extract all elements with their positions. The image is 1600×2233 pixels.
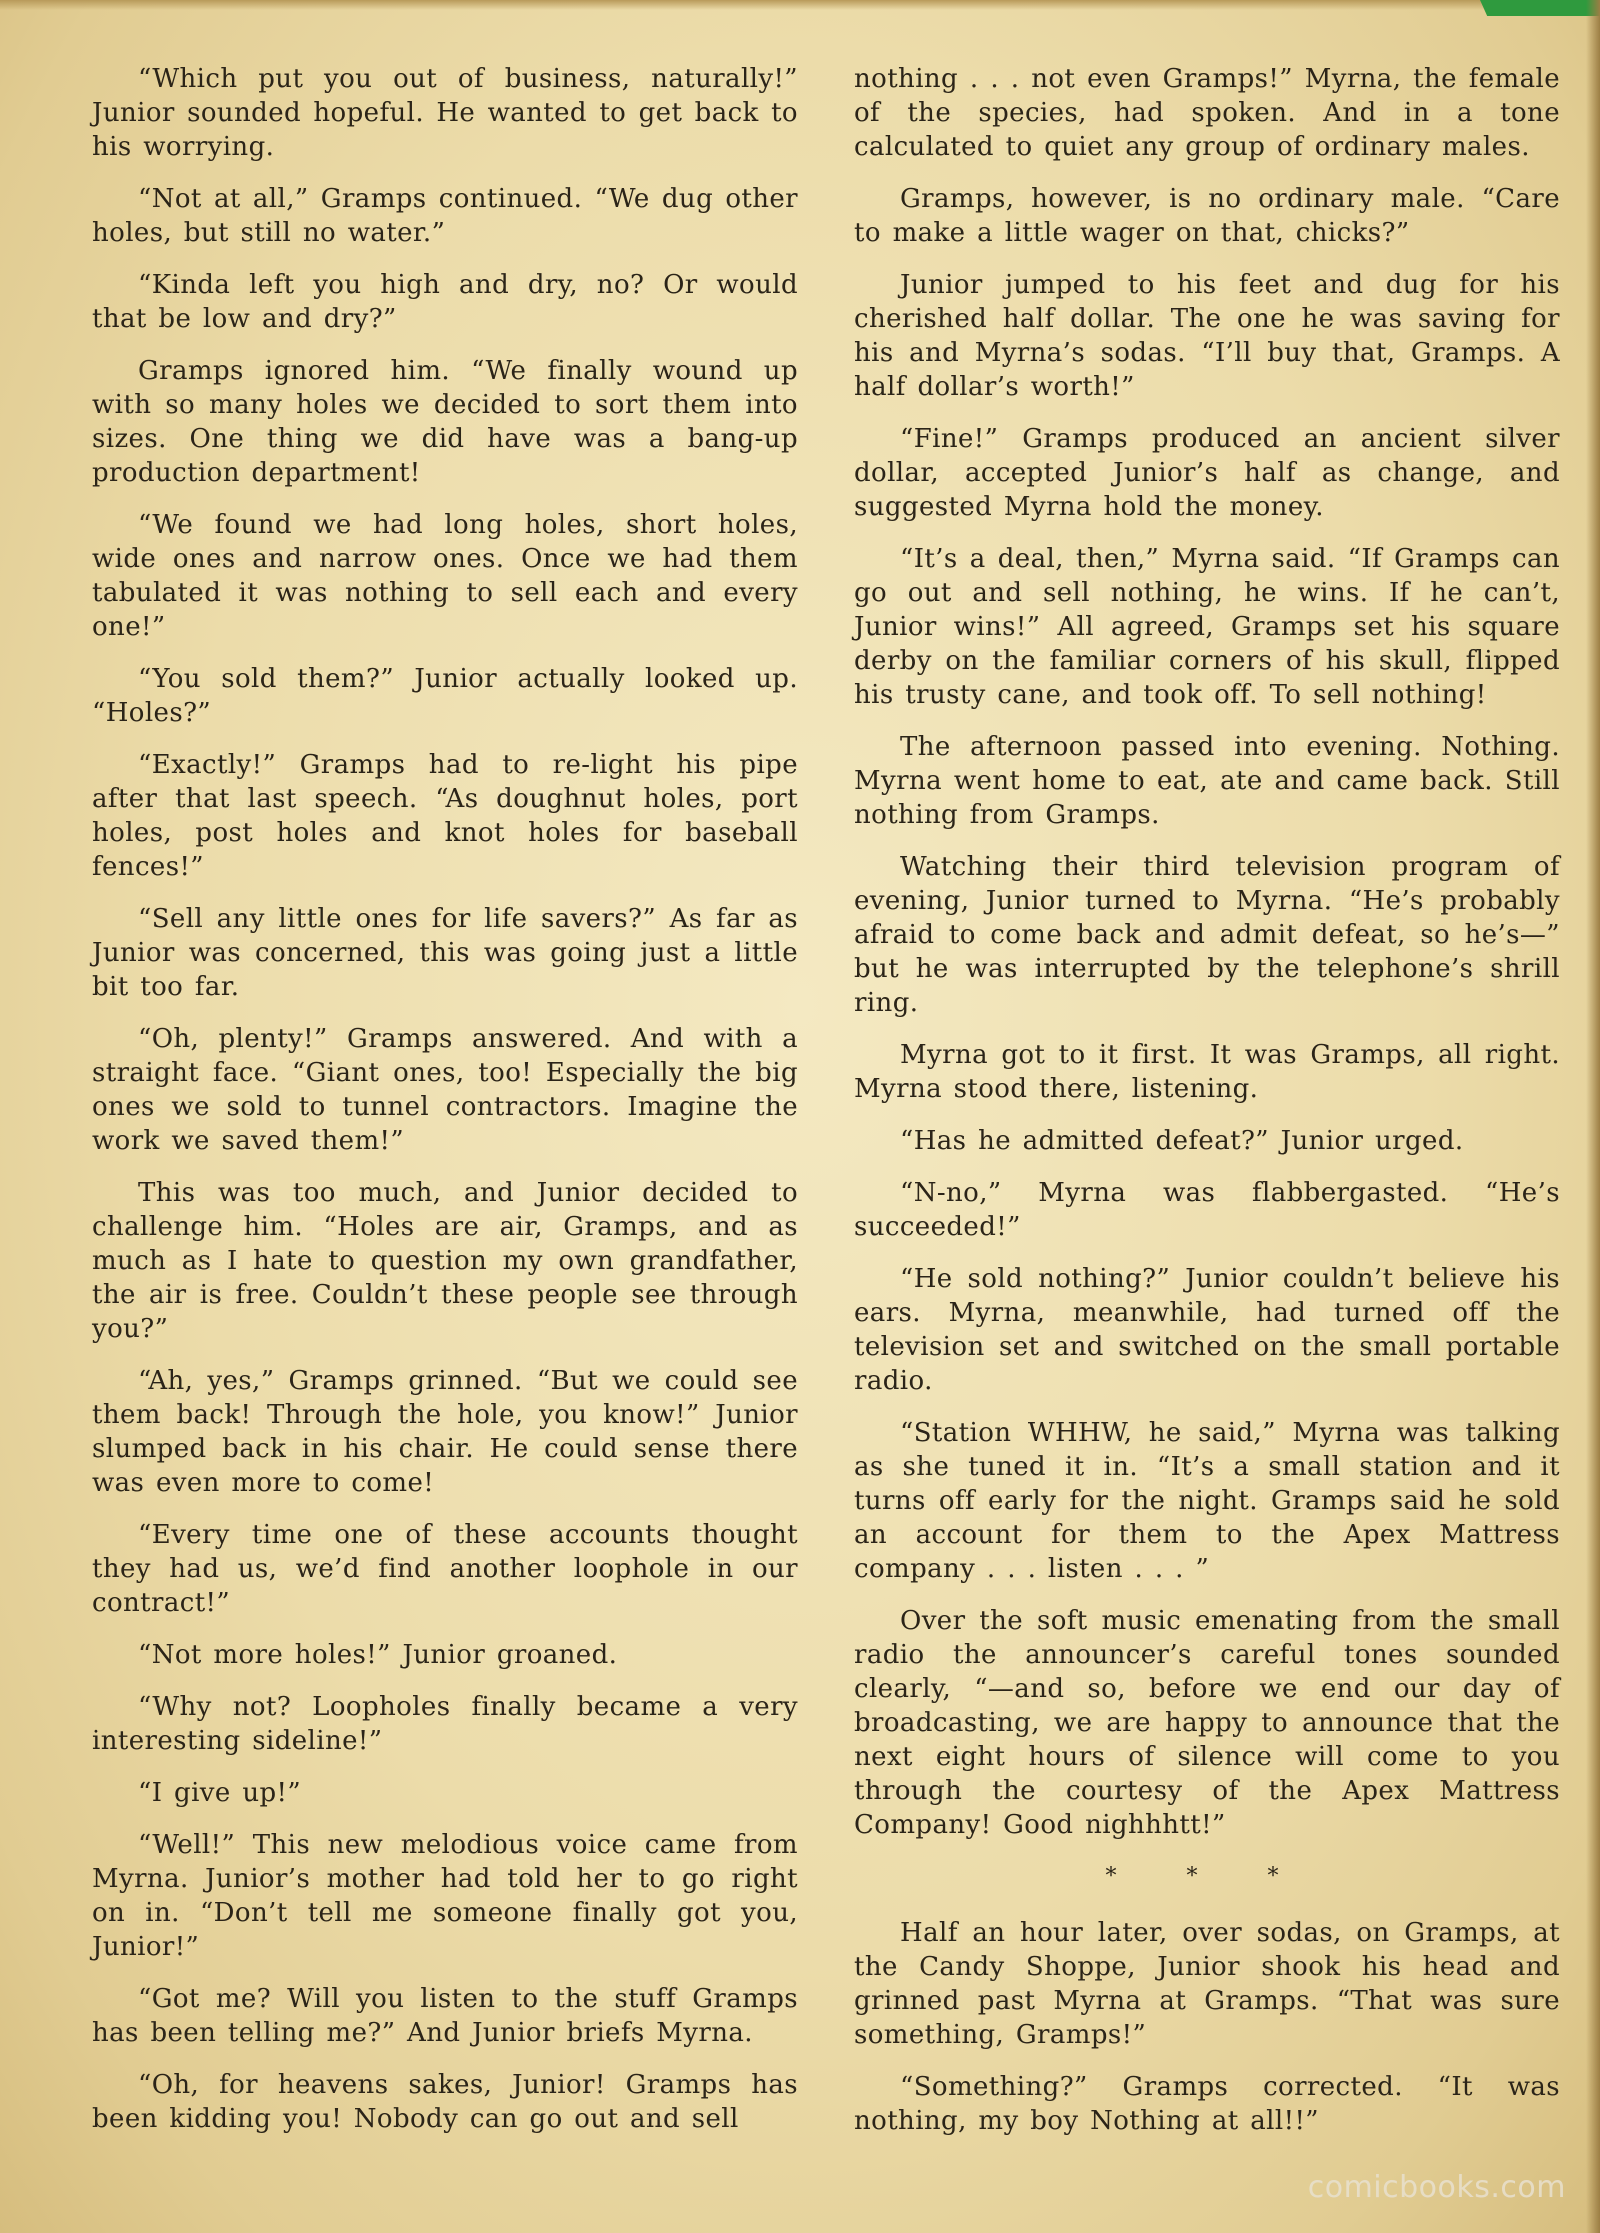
- paragraph: “Has he admitted defeat?” Junior urged.: [900, 1126, 1464, 1156]
- paragraph: “Every time one of these accounts thought they had us, we’d find another loophole in our contract!”: [92, 1520, 798, 1618]
- paragraph: Half an hour later, over sodas, on Gramps, at the Candy Shoppe, Junior shook his head and grinned past Myrna at Gramps. “That was sure something, Gramps!”: [854, 1918, 1560, 2050]
- paragraph: “Not at all,” Gramps continued. “We dug other holes, but still no water.”: [92, 184, 798, 248]
- paragraph: “Not more holes!” Junior groaned.: [138, 1640, 618, 1670]
- paragraph: The afternoon passed into evening. Nothing. Myrna went home to eat, ate and came back. Still nothing from Gramps.: [854, 732, 1560, 830]
- page-right-edge: [1586, 0, 1600, 2233]
- paragraph: Myrna got to it first. It was Gramps, all right. Myrna stood there, listening.: [854, 1040, 1560, 1104]
- cover-corner: [1480, 0, 1600, 16]
- paragraph: Gramps, however, is no ordinary male. “Care to make a little wager on that, chicks?”: [854, 184, 1560, 248]
- paragraph: Watching their third television program of evening, Junior turned to Myrna. “He’s probably afraid to come back and admit defeat, so he’s—” but he was interrupted by the telephone’s shrill ring.: [854, 852, 1560, 1018]
- paragraph: “Sell any little ones for life savers?” As far as Junior was concerned, this was going just a little bit too far.: [92, 904, 798, 1002]
- paragraph: “Well!” This new melodious voice came from Myrna. Junior’s mother had told her to go right on in. “Don’t tell me someone finally got you, Junior!”: [92, 1830, 798, 1962]
- left-text-column: [92, 62, 798, 2154]
- paragraph: “It’s a deal, then,” Myrna said. “If Gramps can go out and sell nothing, he wins. If he can’t, Junior wins!” All agreed, Gramps set his square derby on the familiar corners of his skull, flipped his trusty cane, and took off. To sell nothing!: [854, 544, 1560, 710]
- paragraph: Junior jumped to his feet and dug for his cherished half dollar. The one he was saving for his and Myrna’s sodas. “I’ll buy that, Gramps. A half dollar’s worth!”: [854, 270, 1560, 402]
- paragraph: “Station WHHW, he said,” Myrna was talking as she tuned it in. “It’s a small station and it turns off early for the night. Gramps said he sold an account for them to the Apex Mattress company . . . listen . . . ”: [854, 1418, 1560, 1584]
- paragraph: “Fine!” Gramps produced an ancient silver dollar, accepted Junior’s half as change, and suggested Myrna hold the money.: [854, 424, 1560, 522]
- paragraph: “Which put you out of business, naturally!” Junior sounded hopeful. He wanted to get back to his worrying.: [92, 64, 798, 162]
- paragraph: “Something?” Gramps corrected. “It was nothing, my boy Nothing at all!!”: [854, 2072, 1560, 2136]
- watermark: comicbooks.com: [1307, 2170, 1566, 2205]
- paragraph: “N-no,” Myrna was flabbergasted. “He’s succeeded!”: [854, 1178, 1560, 1242]
- section-break: * * *: [1105, 1864, 1309, 1889]
- paragraph: Over the soft music emenating from the small radio the announcer’s careful tones sounded clearly, “—and so, before we end our day of broadcasting, we are happy to announce that the next eight hours of silence will come to you through the courtesy of the Apex Mattress Company! Good nighhhtt!”: [854, 1606, 1560, 1840]
- paragraph: “Exactly!” Gramps had to re-light his pipe after that last speech. “As doughnut holes, port holes, post holes and knot holes for baseball fences!”: [92, 750, 798, 882]
- paragraph: “I give up!”: [138, 1778, 302, 1808]
- paragraph: “Kinda left you high and dry, no? Or would that be low and dry?”: [92, 270, 798, 334]
- paragraph: “Why not? Loopholes finally became a very interesting sideline!”: [92, 1692, 798, 1756]
- paragraph: “Oh, plenty!” Gramps answered. And with a straight face. “Giant ones, too! Especially the big ones we sold to tunnel contractors. Imagine the work we saved them!”: [92, 1024, 798, 1156]
- paragraph: “You sold them?” Junior actually looked up. “Holes?”: [92, 664, 798, 728]
- paragraph: “Oh, for heavens sakes, Junior! Gramps has been kidding you! Nobody can go out and sell: [92, 2070, 798, 2134]
- paragraph: “Ah, yes,” Gramps grinned. “But we could see them back! Through the hole, you know!” Junior slumped back in his chair. He could sense there was even more to come!: [92, 1366, 798, 1498]
- paragraph: This was too much, and Junior decided to challenge him. “Holes are air, Gramps, and as much as I hate to question my own grandfather, the air is free. Couldn’t these people see through you?”: [92, 1178, 798, 1344]
- page-top-edge: [0, 0, 1600, 10]
- paragraph: Gramps ignored him. “We finally wound up with so many holes we decided to sort them into sizes. One thing we did have was a bang-up production department!: [92, 356, 798, 488]
- paragraph: “Got me? Will you listen to the stuff Gramps has been telling me?” And Junior briefs Myrna.: [92, 1984, 798, 2048]
- paragraph: “He sold nothing?” Junior couldn’t believe his ears. Myrna, meanwhile, had turned off the television set and switched on the small portable radio.: [854, 1264, 1560, 1396]
- right-text-column: [854, 62, 1560, 2156]
- paragraph: “We found we had long holes, short holes, wide ones and narrow ones. Once we had them tabulated it was nothing to sell each and every one!”: [92, 510, 798, 642]
- paragraph-continuation: nothing . . . not even Gramps!” Myrna, the female of the species, had spoken. And in a tone calculated to quiet any group of ordinary males.: [854, 64, 1560, 162]
